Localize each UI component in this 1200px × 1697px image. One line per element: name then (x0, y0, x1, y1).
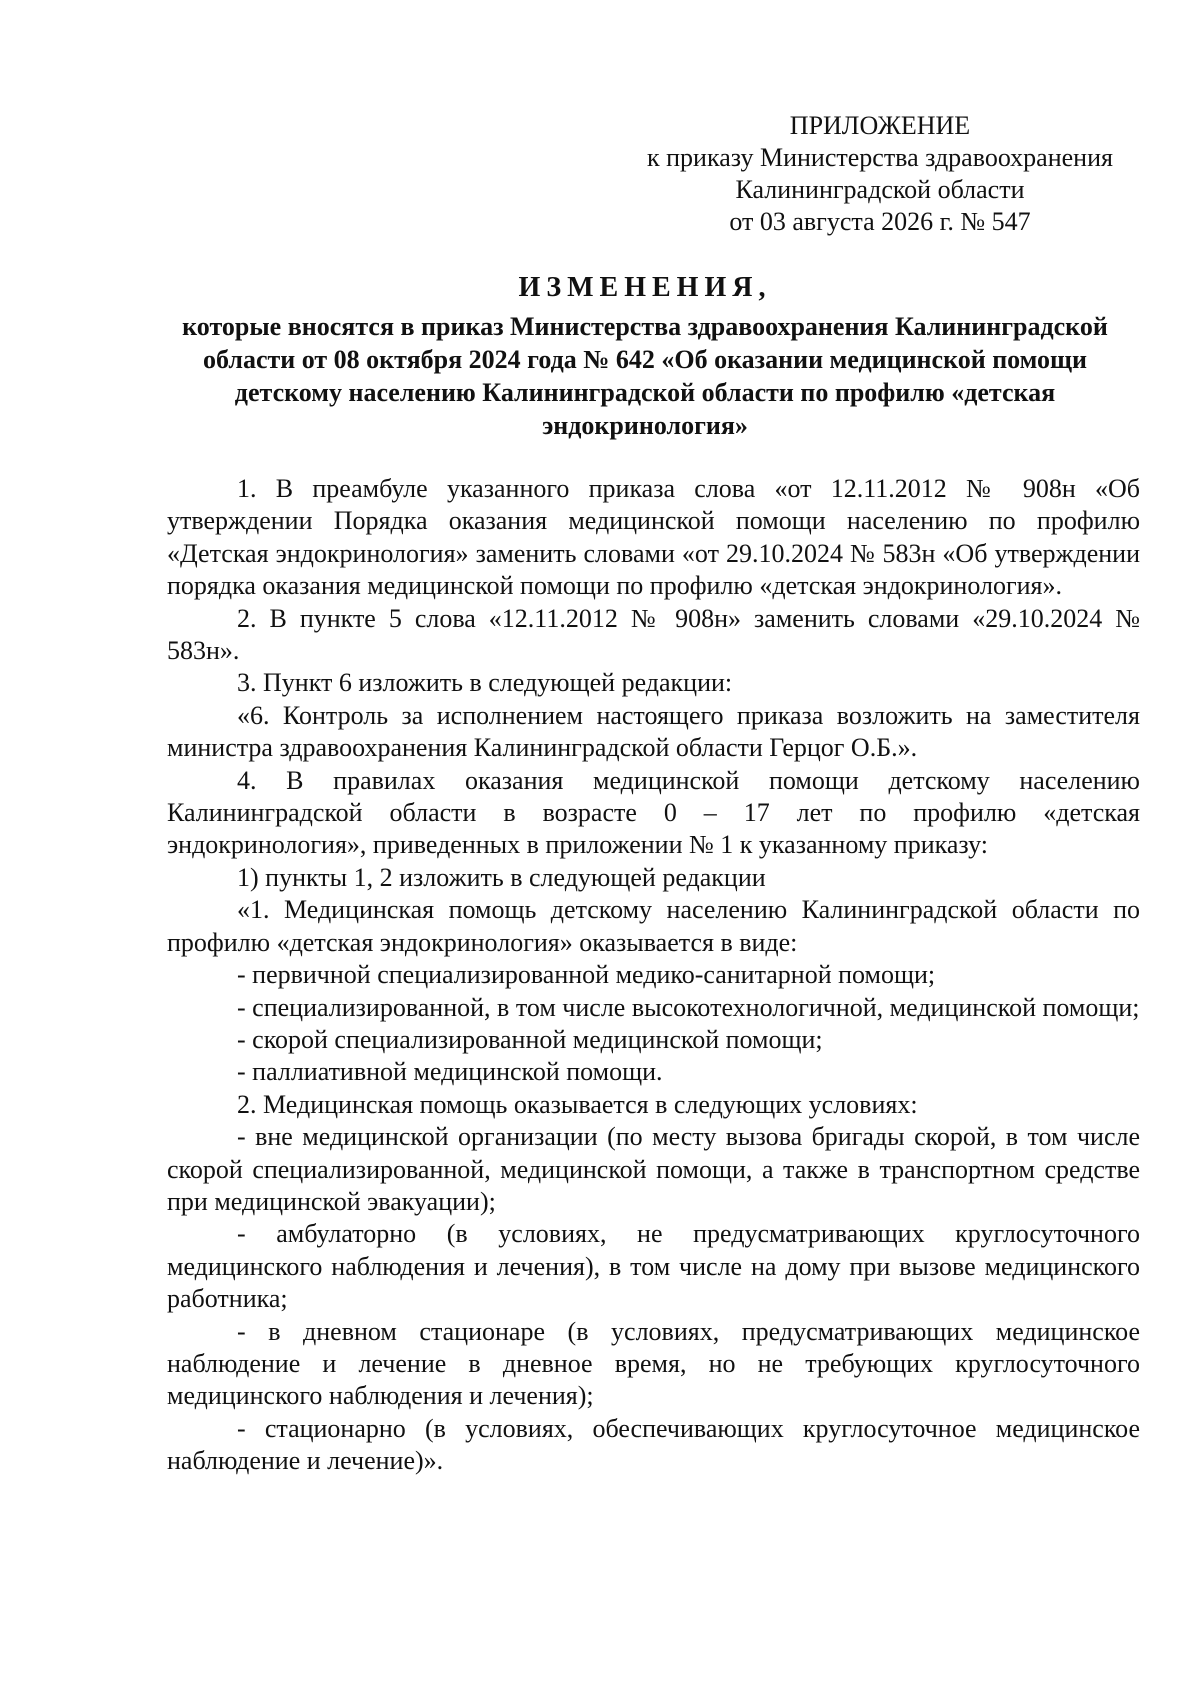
document-body (167, 473, 1140, 1478)
appendix-label: ПРИЛОЖЕНИЕ (789, 111, 971, 140)
paragraph-5: 4. В правилах оказания медицинской помощи детскому населению Калининградской области в возрасте 0 – 17 лет по профилю «детская эндокринология», приведенных в приложении № 1 к указанному приказу: (167, 765, 1140, 860)
paragraph-8: - первичной специализированной медико-санитарной помощи; (237, 960, 936, 990)
paragraph-6: 1) пункты 1, 2 изложить в следующей редакции (237, 862, 766, 892)
paragraph-13: - вне медицинской организации (по месту вызова бригады скорой, в том числе скорой специализированной, медицинской помощи, а также в транспортном средстве при медицинской эвакуации); (167, 1122, 1140, 1216)
paragraph-12: 2. Медицинская помощь оказывается в следующих условиях: (237, 1089, 918, 1119)
paragraph-4: «6. Контроль за исполнением настоящего приказа возложить на заместителя министра здравоохранения Калининградской области Герцог О.Б.». (167, 700, 1140, 763)
document-title: ИЗМЕНЕНИЯ, (518, 272, 772, 303)
paragraph-3: 3. Пункт 6 изложить в следующей редакции: (237, 668, 733, 698)
paragraph-11: - паллиативной медицинской помощи. (237, 1057, 663, 1087)
appendix-region: Калининградской области (735, 175, 1025, 204)
document-subtitle: которые вносятся в приказ Министерства здравоохранения Калининградской области от 08 октября 2024 года № 642 «Об оказании медицинской помощи детскому населению Калининградской области по профилю «детская эндокринология» (182, 312, 1108, 440)
document-title-block (150, 270, 1140, 442)
paragraph-9: - специализированной, в том числе высокотехнологичной, медицинской помощи; (237, 992, 1140, 1022)
paragraph-2: 2. В пункте 5 слова «12.11.2012 № 908н» заменить словами «29.10.2024 № 583н». (167, 603, 1140, 666)
appendix-date-number: от 03 августа 2026 г. № 547 (729, 207, 1031, 236)
appendix-header (620, 110, 1140, 238)
paragraph-14: - амбулаторно (в условиях, не предусматривающих круглосуточного медицинского наблюдения и лечения), в том числе на дому при вызове медицинского работника; (167, 1219, 1140, 1314)
paragraph-16: - стационарно (в условиях, обеспечивающих круглосуточное медицинское наблюдение и лечение)». (167, 1413, 1140, 1476)
appendix-order-ref: к приказу Министерства здравоохранения (647, 143, 1113, 172)
paragraph-10: - скорой специализированной медицинской помощи; (237, 1024, 823, 1054)
paragraph-1: 1. В преамбуле указанного приказа слова «от 12.11.2012 № 908н «Об утверждении Порядка оказания медицинской помощи населению по профилю «Детская эндокринология» заменить словами «от 29.10.2024 № 583н «Об утверждении порядка оказания медицинской помощи по профилю «детская эндокринология». (167, 474, 1140, 601)
paragraph-15: - в дневном стационаре (в условиях, предусматривающих медицинское наблюдение и лечение в дневное время, но не требующих круглосуточного медицинского наблюдения и лечения); (167, 1316, 1140, 1411)
paragraph-7: «1. Медицинская помощь детскому населению Калининградской области по профилю «детская эндокринология» оказывается в виде: (167, 895, 1140, 957)
